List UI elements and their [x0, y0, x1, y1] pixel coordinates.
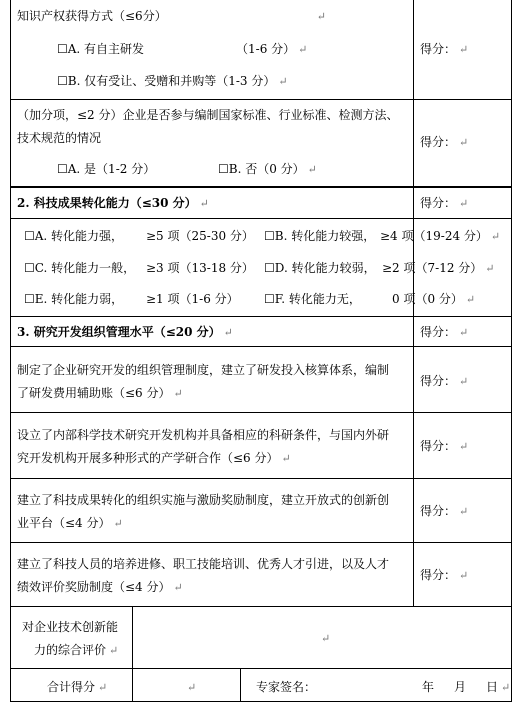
- date-year-text: 年: [422, 680, 435, 694]
- expert-signature-label-text: 专家签名：: [256, 680, 317, 694]
- rd-item-2-line1-text: 设立了内部科学技术研究开发机构并具备相应的科研条件，与国内外研: [17, 428, 390, 442]
- tech-option-b-label: ☐B. 转化能力较强，: [264, 229, 376, 243]
- standards-question-line1: [17, 108, 399, 123]
- total-score-label: [47, 680, 107, 695]
- paragraph-mark: ↵: [199, 197, 209, 210]
- rd-item-3-line2-text: 业平台（≤4 分）: [17, 516, 111, 530]
- paragraph-mark: ↵: [501, 681, 511, 694]
- evaluation-label-line2: [34, 643, 118, 658]
- date-day-text: 日: [486, 680, 499, 694]
- paragraph-mark: ↵: [321, 632, 331, 645]
- rd-management-score-label: 得分：: [420, 325, 457, 339]
- tech-transfer-score-label: 得分：: [420, 196, 457, 210]
- rd-item-3-line1-text: 建立了科技成果转化的组织实施与激励奖励制度，建立开放式的创新创: [17, 493, 390, 507]
- rd-item-2-line2: [17, 451, 291, 466]
- rd-item-4-line1-text: 建立了科技人员的培养进修、职工技能培训、优秀人才引进，以及人才: [17, 557, 390, 571]
- tech-option-a-label: ☐A. 转化能力强，: [24, 229, 124, 243]
- rd-item-1-line1: [17, 363, 389, 378]
- tech-transfer-score-field[interactable]: [420, 196, 468, 211]
- row-line-9: [10, 606, 512, 607]
- evaluation-input-area[interactable]: [318, 631, 330, 646]
- rd-item-2-score-label: 得分：: [420, 439, 457, 453]
- rd-item-4-line2-text: 绩效评价奖励制度（≤4 分）: [17, 580, 171, 594]
- standards-option-a[interactable]: [57, 162, 155, 177]
- paragraph-mark: ↵: [459, 375, 469, 388]
- evaluation-label-line1: [22, 620, 118, 635]
- row-line-2: [10, 186, 512, 188]
- ip-option-a[interactable]: [57, 42, 144, 57]
- standards-question-line1-text: （加分项，≤2 分）企业是否参与编制国家标准、行业标准、检测方法、: [17, 108, 399, 122]
- paragraph-mark: ↵: [459, 136, 469, 149]
- ip-option-b-label: ☐B. 仅有受让、受赠和并购等（1-3 分）: [57, 74, 276, 88]
- paragraph-mark: ↵: [298, 43, 308, 56]
- row-line-7: [10, 478, 512, 479]
- standards-option-b[interactable]: [218, 162, 317, 177]
- tech-option-a-cond-text: ≥5 项（25-30 分）: [146, 229, 254, 243]
- evaluation-label-line2-text: 力的综合评价: [34, 643, 107, 657]
- tech-option-d-label: ☐D. 转化能力较弱，: [264, 261, 376, 275]
- paragraph-mark: ↵: [173, 387, 183, 400]
- rd-management-title-text: 3. 研究开发组织管理水平（≤20 分）: [17, 325, 221, 339]
- rd-item-3-line2: [17, 516, 123, 531]
- paragraph-mark: ↵: [109, 644, 119, 657]
- tech-option-d[interactable]: [264, 261, 376, 276]
- standards-question-line2-text: 技术规范的情况: [17, 131, 102, 145]
- rd-item-4-score-label: 得分：: [420, 568, 457, 582]
- tech-option-b-cond: [380, 229, 500, 244]
- paragraph-mark: ↵: [459, 440, 469, 453]
- total-score-label-text: 合计得分: [47, 680, 96, 694]
- date-year: [422, 680, 434, 695]
- standards-question-line2: [17, 131, 101, 146]
- expert-signature-label: [256, 680, 316, 695]
- tech-option-f-label: ☐F. 转化能力无，: [264, 292, 361, 306]
- date-month-text: 月: [454, 680, 467, 694]
- border-left: [10, 0, 11, 702]
- ip-score-field[interactable]: [420, 42, 468, 57]
- tech-option-e[interactable]: [24, 292, 123, 307]
- ip-option-b[interactable]: [57, 74, 288, 89]
- paragraph-mark: ↵: [459, 197, 469, 210]
- border-right: [511, 0, 512, 702]
- paragraph-mark: ↵: [459, 505, 469, 518]
- paragraph-mark: ↵: [485, 262, 495, 275]
- standards-option-b-label: ☐B. 否（0 分）: [218, 162, 305, 176]
- tech-option-f-cond: [392, 292, 475, 307]
- tech-transfer-section-title: [17, 196, 209, 211]
- tech-option-d-cond: [382, 261, 495, 276]
- rd-management-section-title: [17, 325, 233, 340]
- tech-option-b[interactable]: [264, 229, 375, 244]
- rd-item-3-score-field[interactable]: [420, 504, 468, 519]
- rd-item-4-score-field[interactable]: [420, 568, 468, 583]
- rd-management-score-field[interactable]: [420, 325, 468, 340]
- rd-item-4-line1: [17, 557, 389, 572]
- rd-item-2-line2-text: 究开发机构开展多种形式的产学研合作（≤6 分）: [17, 451, 279, 465]
- ip-score-label: 得分：: [420, 42, 457, 56]
- tech-option-e-label: ☐E. 转化能力弱，: [24, 292, 124, 306]
- paragraph-mark: ↵: [278, 75, 288, 88]
- standards-score-field[interactable]: [420, 135, 468, 150]
- row-line-10: [10, 668, 512, 669]
- rd-item-1-score-label: 得分：: [420, 374, 457, 388]
- standards-option-a-label: ☐A. 是（1-2 分）: [57, 162, 156, 176]
- row-line-8: [10, 542, 512, 543]
- tech-option-e-cond-text: ≥1 项（1-6 分）: [146, 292, 239, 306]
- tech-option-b-cond-text: ≥4 项（19-24 分）: [380, 229, 488, 243]
- paragraph-mark: ↵: [223, 326, 233, 339]
- rd-item-1-score-field[interactable]: [420, 374, 468, 389]
- paragraph-mark: ↵: [459, 326, 469, 339]
- row-line-3: [10, 218, 512, 219]
- ip-option-a-label: ☐A. 有自主研发: [57, 42, 145, 56]
- rd-item-2-line1: [17, 428, 389, 443]
- rd-item-1-line2-text: 了研发费用辅助账（≤6 分）: [17, 386, 171, 400]
- tech-option-d-cond-text: ≥2 项（7-12 分）: [382, 261, 483, 275]
- row-line-bottom: [10, 701, 512, 702]
- tech-option-f[interactable]: [264, 292, 361, 307]
- footer-divider-2: [240, 668, 241, 702]
- rd-item-4-line2: [17, 580, 183, 595]
- paragraph-mark: ↵: [113, 517, 123, 530]
- footer-divider-1: [132, 668, 133, 702]
- tech-option-a[interactable]: [24, 229, 123, 244]
- evaluation-divider: [132, 606, 133, 668]
- tech-option-c[interactable]: [24, 261, 135, 276]
- ip-option-a-score-text: （1-6 分）: [236, 42, 296, 56]
- rd-item-2-score-field[interactable]: [420, 439, 468, 454]
- date-day: [486, 680, 510, 695]
- tech-option-c-label: ☐C. 转化能力一般，: [24, 261, 136, 275]
- row-line-6: [10, 412, 512, 413]
- paragraph-mark: ↵: [459, 43, 469, 56]
- rd-item-3-line1: [17, 493, 389, 508]
- total-score-input[interactable]: [184, 680, 196, 695]
- tech-option-f-cond-text: 0 项（0 分）: [392, 292, 463, 306]
- tech-option-a-cond: [146, 229, 254, 244]
- row-line-4: [10, 316, 512, 317]
- row-line-1: [10, 99, 512, 100]
- row-line-5: [10, 346, 512, 347]
- paragraph-mark: ↵: [281, 452, 291, 465]
- rd-item-1-line1-text: 制定了企业研究开发的组织管理制度，建立了研发投入核算体系，编制: [17, 363, 390, 377]
- paragraph-mark: ↵: [465, 293, 476, 306]
- tech-option-c-cond-text: ≥3 项（13-18 分）: [146, 261, 254, 275]
- tech-transfer-title-text: 2. 科技成果转化能力（≤30 分）: [17, 196, 197, 210]
- paragraph-mark: ↵: [173, 581, 183, 594]
- standards-score-label: 得分：: [420, 135, 457, 149]
- evaluation-label-line1-text: 对企业技术创新能: [22, 620, 119, 634]
- rd-item-1-line2: [17, 386, 183, 401]
- rd-item-3-score-label: 得分：: [420, 504, 457, 518]
- paragraph-mark: ↵: [307, 163, 317, 176]
- paragraph-mark: ↵: [316, 10, 326, 23]
- tech-option-c-cond: [146, 261, 254, 276]
- paragraph-mark: ↵: [187, 681, 197, 694]
- paragraph-mark: ↵: [490, 230, 501, 243]
- ip-section-title-text: 知识产权获得方式（≤6分）: [17, 9, 167, 23]
- paragraph-mark: ↵: [98, 681, 108, 694]
- date-month: [454, 680, 466, 695]
- tech-option-e-cond: [146, 292, 239, 307]
- paragraph-mark: ↵: [459, 569, 469, 582]
- ip-option-a-score: [236, 42, 307, 57]
- ip-section-title: [17, 9, 326, 24]
